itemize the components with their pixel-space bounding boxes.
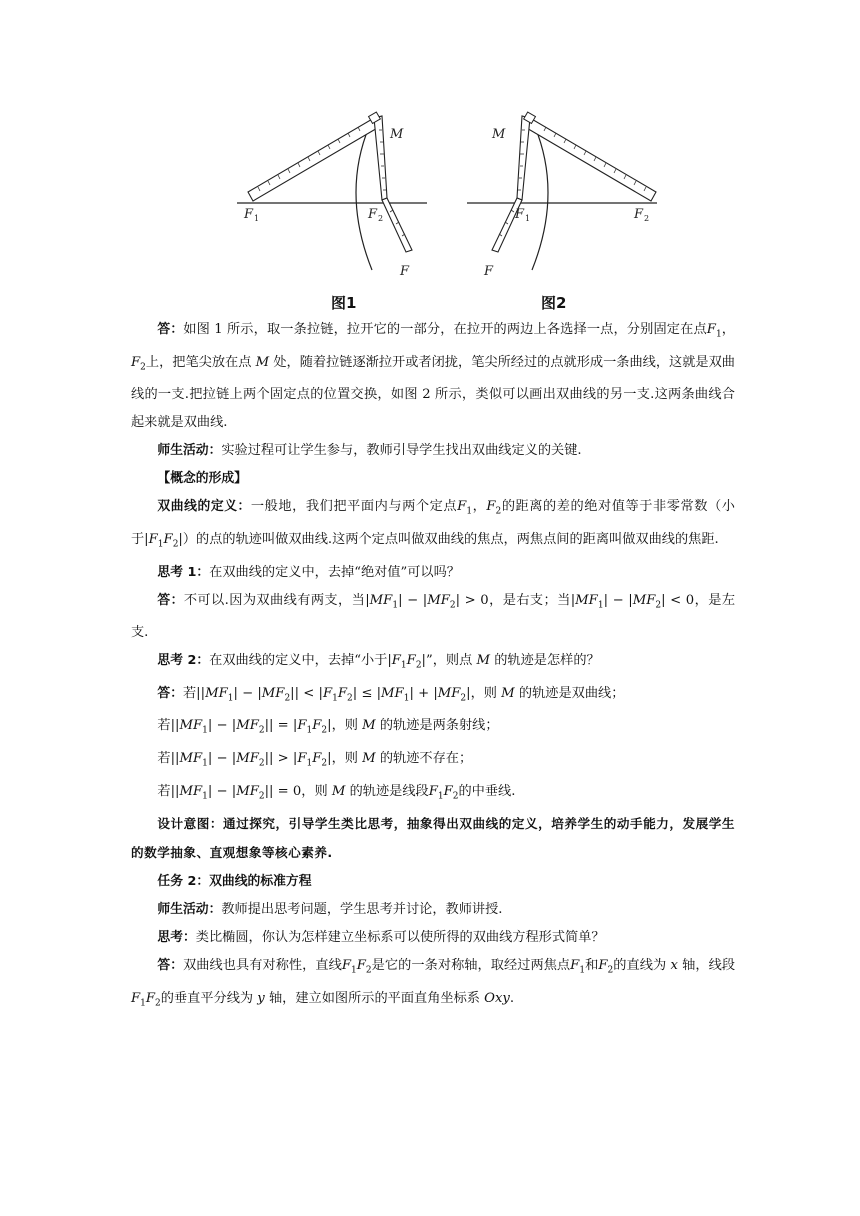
subscript: 2 bbox=[365, 966, 372, 977]
math-symbol: MF bbox=[236, 783, 259, 799]
text-run: 的轨迹不存在； bbox=[375, 751, 473, 767]
text-run: || = 0，则 bbox=[264, 783, 332, 799]
text-run: 若|| bbox=[157, 751, 180, 767]
text-run: 的中垂线. bbox=[458, 783, 516, 799]
label-F2: F bbox=[368, 207, 378, 222]
math-symbol: MF bbox=[369, 592, 393, 608]
subscript: 2 bbox=[258, 791, 265, 802]
math-symbol: F bbox=[297, 718, 307, 734]
bold-label: 师生活动： bbox=[157, 443, 222, 459]
math-symbol: F bbox=[356, 958, 366, 974]
subscript: 1 bbox=[140, 998, 146, 1009]
text-run: 设计意图：通过探究，引导学生类比思考，抽象得出双曲线的定义，培养学生的动手能力，发展学生的数学抽象、直观想象等核心素养. bbox=[131, 816, 735, 861]
math-symbol: F bbox=[163, 531, 173, 547]
hyperbola-branch bbox=[356, 120, 372, 270]
label-F2: F bbox=[634, 207, 644, 222]
text-run: 和 bbox=[585, 958, 599, 974]
text-run: 不可以.因为双曲线有两支，当| bbox=[183, 592, 370, 608]
subscript: 1 bbox=[715, 329, 722, 340]
text-run: 的轨迹是怎样的？ bbox=[490, 653, 600, 669]
text-run: 类比椭圆，你认为怎样建立坐标系可以使所得的双曲线方程形式简单？ bbox=[195, 930, 605, 946]
think-2-paragraph bbox=[131, 647, 735, 680]
math-symbol: F bbox=[322, 685, 333, 701]
text-run: | − | bbox=[207, 751, 237, 767]
answer-paragraph bbox=[131, 316, 735, 437]
text-run: 的垂直平分线为 bbox=[160, 991, 258, 1007]
math-symbol: F bbox=[486, 499, 496, 515]
label-F1: F bbox=[515, 207, 525, 222]
text-run: 是它的一条对称轴，取经过两焦点 bbox=[371, 958, 571, 974]
text-run: ， bbox=[721, 322, 735, 337]
label-F2-sub: 2 bbox=[644, 214, 650, 223]
definition-paragraph bbox=[131, 493, 735, 558]
subscript: 1 bbox=[597, 600, 604, 611]
text-run: 的距离的差的绝对值等于非零常数（小于| bbox=[131, 499, 735, 547]
math-symbol: x bbox=[670, 958, 678, 974]
math-symbol: F bbox=[312, 718, 322, 734]
subscript: 2 bbox=[321, 726, 328, 737]
math-symbol: M bbox=[476, 653, 491, 669]
math-symbol: M bbox=[362, 751, 376, 767]
text-run: |”，则点 bbox=[421, 653, 477, 669]
think-3-paragraph bbox=[131, 924, 735, 952]
text-run: | − | bbox=[233, 685, 262, 701]
subscript: 2 bbox=[415, 660, 422, 671]
text-run: 如图 1 所示，取一条拉链，拉开它的一部分，在拉开的两边上各选择一点，分别固定在点 bbox=[183, 322, 707, 337]
subscript: 1 bbox=[579, 966, 586, 977]
text-run: 的直线为 bbox=[613, 958, 671, 974]
figure-drawing bbox=[232, 100, 672, 290]
section-heading bbox=[131, 465, 735, 493]
text-run: |，则 bbox=[327, 751, 363, 767]
math-symbol: F bbox=[457, 499, 467, 515]
text-run: 轴，建立如图所示的平面直角坐标系 bbox=[264, 991, 485, 1007]
math-symbol: F bbox=[131, 354, 141, 370]
math-symbol: F bbox=[391, 653, 401, 669]
label-M: M bbox=[390, 127, 404, 142]
math-symbol: M bbox=[331, 783, 346, 799]
math-symbol: MF bbox=[205, 685, 228, 701]
figure-2-caption: 图2 bbox=[541, 294, 567, 312]
text-run: 轴，线段 bbox=[677, 958, 736, 974]
math-symbol: MF bbox=[381, 685, 404, 701]
answer-2-paragraph bbox=[131, 680, 735, 713]
math-symbol: F bbox=[406, 653, 416, 669]
label-F: F bbox=[400, 264, 410, 279]
math-symbol: MF bbox=[632, 592, 656, 608]
math-symbol: F bbox=[337, 685, 347, 701]
label-F: F bbox=[484, 264, 494, 279]
answer-3-paragraph bbox=[131, 952, 735, 1017]
math-symbol: F bbox=[145, 991, 156, 1007]
text-run: | + | bbox=[409, 685, 438, 701]
figure-1-caption: 图1 bbox=[331, 294, 357, 312]
math-symbol: M bbox=[362, 718, 376, 734]
zipper-hyperbola-figures bbox=[232, 100, 672, 290]
subscript: 2 bbox=[321, 758, 328, 769]
text-run: || < | bbox=[290, 685, 323, 701]
text-run: 若|| bbox=[157, 718, 180, 734]
math-symbol: F bbox=[148, 531, 158, 547]
case-none-paragraph bbox=[131, 745, 735, 778]
subscript: 1 bbox=[403, 693, 410, 704]
design-intent-paragraph bbox=[131, 810, 735, 868]
text-run: | − | bbox=[603, 592, 633, 608]
label-F2-sub: 2 bbox=[378, 214, 384, 223]
text-run: 的轨迹是双曲线； bbox=[514, 685, 625, 701]
math-symbol: F bbox=[570, 958, 580, 974]
math-symbol: MF bbox=[437, 685, 461, 701]
math-symbol: MF bbox=[427, 592, 450, 608]
text-run: | − | bbox=[207, 718, 237, 734]
math-symbol: MF bbox=[179, 783, 203, 799]
subscript: 2 bbox=[460, 693, 467, 704]
bold-label: 思考： bbox=[157, 930, 196, 946]
subscript: 2 bbox=[155, 998, 161, 1009]
text-run: 的轨迹是两条射线； bbox=[375, 718, 499, 734]
math-symbol: MF bbox=[236, 718, 259, 734]
text-run: ， bbox=[472, 499, 487, 515]
text-run: 若|| bbox=[157, 783, 180, 799]
math-symbol: Oxy bbox=[484, 991, 510, 1007]
subscript: 1 bbox=[202, 726, 208, 737]
subscript: 1 bbox=[202, 758, 208, 769]
activity-paragraph bbox=[131, 437, 735, 465]
math-symbol: F bbox=[131, 991, 141, 1007]
text-run: | > 0，是右支；当| bbox=[455, 592, 576, 608]
subscript: 2 bbox=[258, 726, 265, 737]
subscript: 1 bbox=[227, 693, 234, 704]
subscript: 1 bbox=[400, 660, 407, 671]
case-bisector-paragraph bbox=[131, 778, 735, 811]
subscript: 1 bbox=[157, 539, 164, 550]
subscript: 2 bbox=[346, 693, 353, 704]
subscript: 2 bbox=[140, 362, 146, 373]
subscript: 2 bbox=[495, 506, 502, 517]
subscript: 2 bbox=[172, 539, 179, 550]
math-symbol: MF bbox=[575, 592, 598, 608]
math-symbol: MF bbox=[236, 751, 259, 767]
math-symbol: y bbox=[257, 991, 265, 1007]
bold-label: 任务 2：双曲线的标准方程 bbox=[157, 874, 312, 890]
subscript: 2 bbox=[284, 693, 291, 704]
subscript: 1 bbox=[351, 966, 357, 977]
bold-label: 【概念的形成】 bbox=[157, 471, 247, 487]
bold-label: 师生活动： bbox=[157, 902, 222, 918]
subscript: 1 bbox=[466, 506, 473, 517]
answer-1-paragraph bbox=[131, 587, 735, 648]
bold-label: 双曲线的定义： bbox=[157, 499, 251, 515]
text-run: | − | bbox=[207, 783, 237, 799]
subscript: 1 bbox=[306, 726, 313, 737]
subscript: 2 bbox=[655, 600, 662, 611]
text-run: |，则 bbox=[327, 718, 363, 734]
bold-label: 答： bbox=[157, 322, 184, 337]
subscript: 1 bbox=[392, 600, 399, 611]
zipper-left-strip bbox=[517, 116, 530, 200]
subscript: 2 bbox=[452, 791, 459, 802]
text-run: | ≤ | bbox=[352, 685, 382, 701]
text-run: 教师提出思考问题，学生思考并讨论，教师讲授. bbox=[221, 902, 503, 918]
text-run: || > | bbox=[264, 751, 298, 767]
text-run: || = | bbox=[264, 718, 298, 734]
case-rays-paragraph bbox=[131, 712, 735, 745]
text-run: |）的点的轨迹叫做双曲线.这两个定点叫做双曲线的焦点，两焦点间的距离叫做双曲线的焦距. bbox=[178, 531, 719, 547]
text-run: | − | bbox=[398, 592, 428, 608]
think-1-paragraph bbox=[131, 559, 735, 587]
bold-label: 答： bbox=[157, 958, 184, 974]
math-symbol: F bbox=[341, 958, 352, 974]
activity-2-paragraph bbox=[131, 896, 735, 924]
math-symbol: F bbox=[706, 322, 716, 337]
document-body bbox=[131, 316, 735, 1018]
text-run: | < 0，是左支. bbox=[131, 592, 736, 641]
text-run: 在双曲线的定义中，去掉“绝对值”可以吗？ bbox=[209, 564, 460, 580]
math-symbol: M bbox=[255, 354, 270, 370]
zipper-right-tail bbox=[382, 198, 412, 252]
label-M: M bbox=[492, 127, 506, 142]
text-run: . bbox=[509, 991, 515, 1007]
text-run: 实验过程可让学生参与，教师引导学生找出双曲线定义的关键. bbox=[221, 443, 582, 459]
zipper-right-strip bbox=[374, 116, 387, 200]
label-F1: F bbox=[244, 207, 254, 222]
text-run: 处，随着拉链逐渐拉开或者闭拢，笔尖所经过的点就形成一条曲线，这就是双曲线的一支.把拉链上两个固定点的位置交换，如图 2 所示，类似可以画出双曲线的另一支.这两条曲线合起来就是双曲线. bbox=[131, 354, 735, 431]
subscript: 1 bbox=[332, 693, 338, 704]
bold-label: 答： bbox=[157, 592, 184, 608]
text-run: 在双曲线的定义中，去掉“小于| bbox=[209, 653, 392, 669]
label-F1-sub: 1 bbox=[254, 214, 260, 223]
figure-1 bbox=[237, 112, 427, 279]
text-run: 双曲线也具有对称性，直线 bbox=[183, 958, 342, 974]
subscript: 2 bbox=[607, 966, 614, 977]
math-symbol: F bbox=[598, 958, 608, 974]
subscript: 1 bbox=[202, 791, 208, 802]
math-symbol: F bbox=[312, 751, 322, 767]
math-symbol: F bbox=[297, 751, 307, 767]
math-symbol: F bbox=[428, 783, 438, 799]
math-symbol: F bbox=[443, 783, 453, 799]
subscript: 1 bbox=[306, 758, 313, 769]
label-F1-sub: 1 bbox=[525, 214, 531, 223]
task-2-heading bbox=[131, 868, 735, 896]
math-symbol: MF bbox=[261, 685, 285, 701]
bold-label: 思考 1： bbox=[157, 564, 210, 580]
text-run: 一般地，我们把平面内与两个定点 bbox=[250, 499, 458, 515]
text-run: |，则 bbox=[466, 685, 502, 701]
text-run: 的轨迹是线段 bbox=[345, 783, 429, 799]
hyperbola-branch bbox=[532, 120, 548, 270]
text-run: 若|| bbox=[182, 685, 206, 701]
subscript: 2 bbox=[449, 600, 456, 611]
bold-label: 答： bbox=[157, 685, 183, 701]
math-symbol: MF bbox=[179, 751, 203, 767]
math-symbol: M bbox=[501, 685, 515, 701]
math-symbol: MF bbox=[179, 718, 203, 734]
subscript: 1 bbox=[437, 791, 444, 802]
text-run: 上，把笔尖放在点 bbox=[145, 354, 256, 370]
figure-2 bbox=[467, 112, 657, 279]
subscript: 2 bbox=[258, 758, 265, 769]
bold-label: 思考 2： bbox=[157, 653, 210, 669]
